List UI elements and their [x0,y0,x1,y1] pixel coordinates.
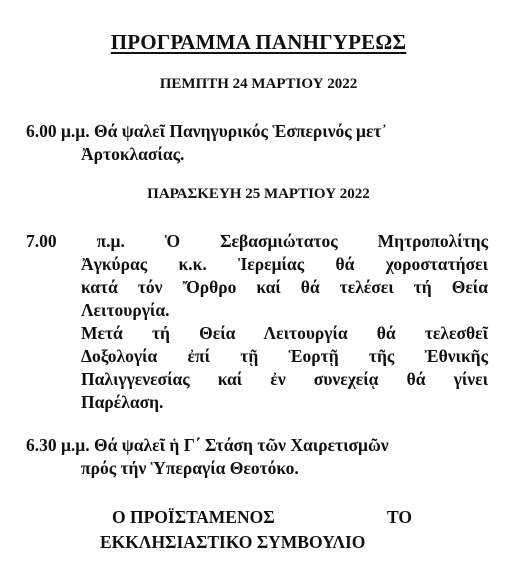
entry-line: 6.00 μ.μ. Θά ψαλεῖ Πανηγυρικός Ἑσπερινός μετ᾿ [26,121,388,141]
entry-line: 7.00 π.μ. Ὁ Σεβασμιώτατος Μητροπολίτης [26,231,488,251]
schedule-entry-salutations [26,434,488,480]
signature-line-1 [90,505,450,530]
schedule-entry-liturgy [26,230,488,414]
entry-line: Δοξολογία ἐπί τῇ Ἑορτῇ τῆς Ἐθνικῆς [81,346,488,366]
entry-line: Παλιγγενεσίας καί ἐν συνεχείᾳ θά γίνει [81,369,488,389]
day-heading-thursday: ΠΕΜΠΤΗ 24 ΜΑΡΤΙΟΥ 2022 [159,76,358,92]
entry-line: Μετά τή Θεία Λειτουργία θά τελεσθεῖ [81,323,488,343]
page-title: ΠΡΟΓΡΑΜΜΑ ΠΑΝΗΓΥΡΕΩΣ [110,30,407,54]
entry-line: κατά τόν Ὄρθρο καί θά τελέσει τή Θεία [81,277,488,297]
signature-council: ΕΚΚΛΗΣΙΑΣΤΙΚΟ ΣΥΜΒΟΥΛΙΟ [100,532,366,552]
entry-line: 6.30 μ.μ. Θά ψαλεῖ ἡ Γ΄ Στάση τῶν Χαιρετισμῶν [26,435,389,455]
schedule-entry-vespers [26,120,488,166]
entry-line: Παρέλαση. [81,392,164,412]
entry-line: Λειτουργία. [81,300,170,320]
entry-line: Ἀγκύρας κ.κ. Ἱερεμίας θά χοροστατήσει [81,254,488,274]
entry-line: πρός τήν Ὑπεραγία Θεοτόκο. [81,458,299,478]
day-heading-friday: ΠΑΡΑΣΚΕΥΗ 25 ΜΑΡΤΙΟΥ 2022 [147,186,370,202]
signature-priest: Ο ΠΡΟΪΣΤΑΜΕΝΟΣ [112,507,275,527]
entry-line: Ἀρτοκλασίας. [81,144,185,164]
signature-council-prefix: ΤΟ [387,507,412,527]
signature-block [90,505,450,555]
